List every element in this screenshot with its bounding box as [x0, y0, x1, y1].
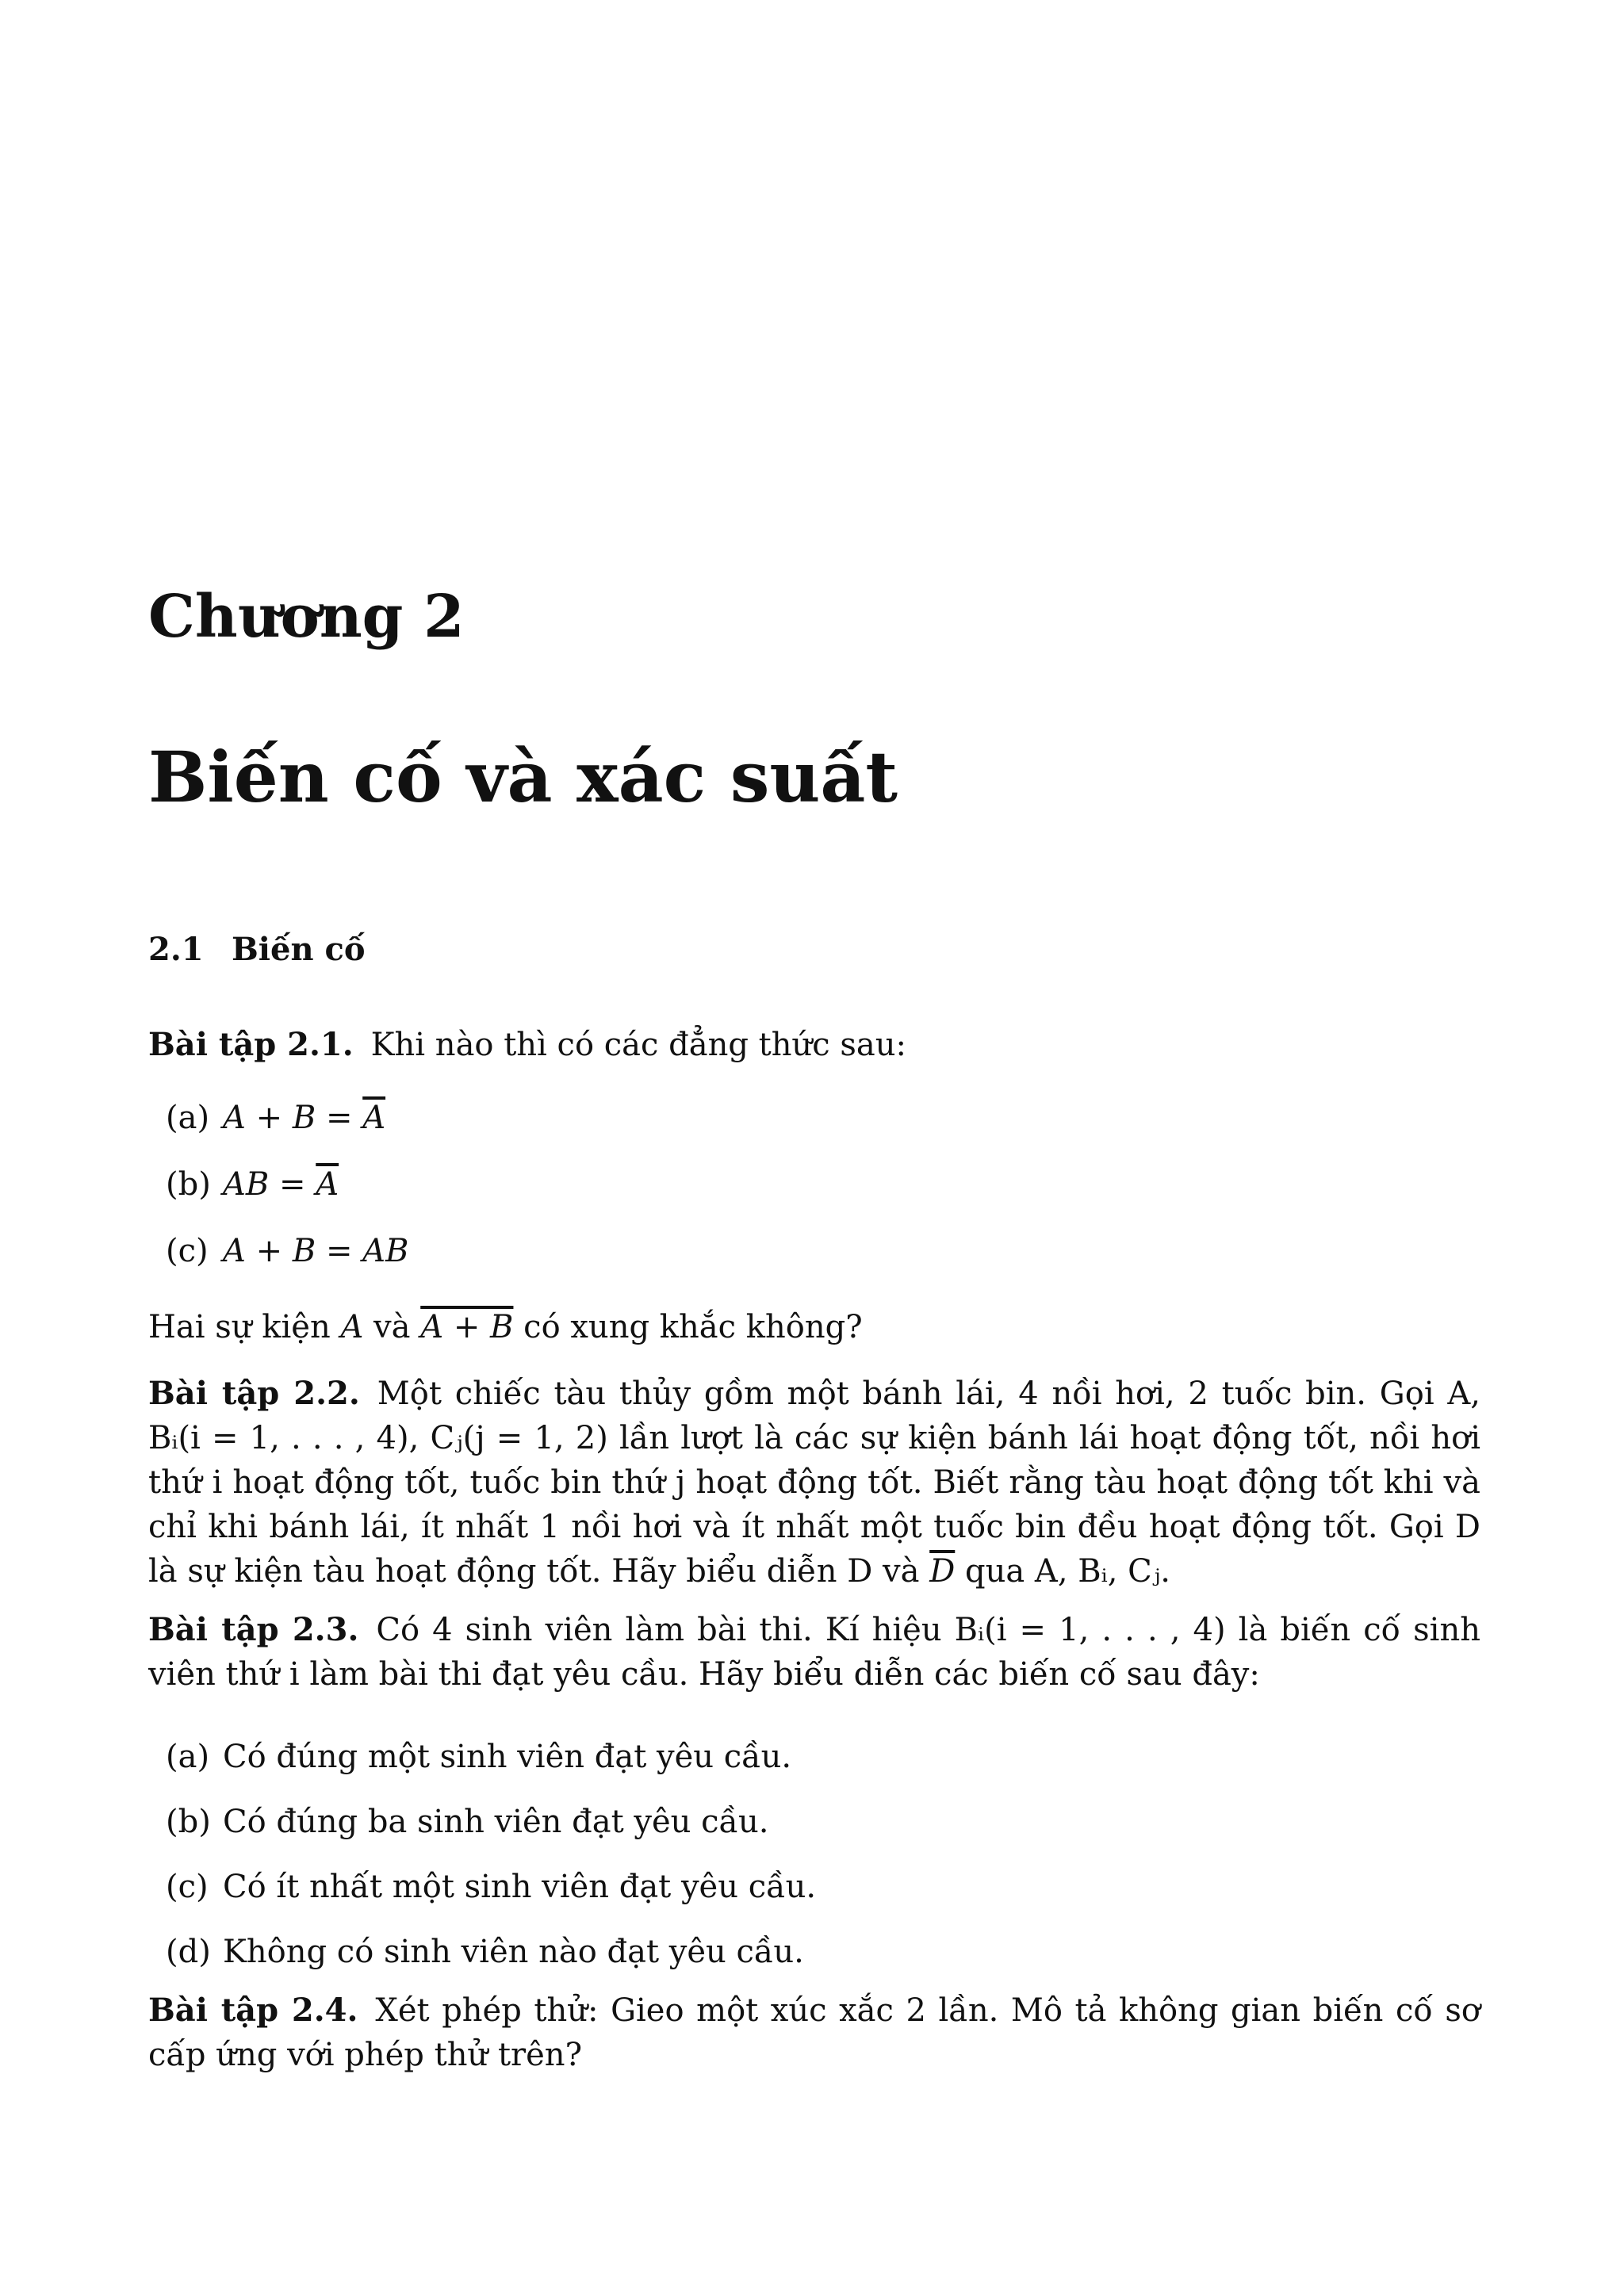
item-label: (a) — [166, 1100, 210, 1136]
item-text: Có đúng ba sinh viên đạt yêu cầu. — [223, 1804, 769, 1840]
list-item — [148, 1096, 1480, 1162]
list-item — [148, 1735, 1480, 1800]
item-label: (c) — [166, 1233, 209, 1269]
item-label: (b) — [166, 1166, 211, 1203]
exercise-2-2 — [148, 1372, 1480, 1594]
exercise-2-4 — [148, 1988, 1480, 2077]
item-text: Có đúng một sinh viên đạt yêu cầu. — [223, 1739, 792, 1775]
list-item — [148, 1865, 1480, 1930]
question-text: Hai sự kiện — [148, 1309, 331, 1345]
exercise-2-3 — [148, 1608, 1480, 1697]
exercise-2-3-items — [148, 1735, 1480, 1995]
question-text: có xung khắc không? — [523, 1309, 863, 1345]
exercise-intro: Khi nào thì có các đẳng thức sau: — [370, 1027, 906, 1063]
item-text: Có ít nhất một sinh viên đạt yêu cầu. — [223, 1869, 817, 1905]
equation-lhs: A + B = AB — [223, 1233, 409, 1269]
equation-rhs-complement: $\overline{A}$ — [362, 1100, 386, 1136]
item-label: (d) — [166, 1934, 211, 1970]
exercise-label: Bài tập 2.3. — [148, 1611, 359, 1648]
exercise-text: qua A, Bᵢ, Cⱼ. — [965, 1553, 1171, 1590]
exercise-2-1 — [148, 1023, 1480, 1067]
question-text: và — [373, 1309, 411, 1345]
event-a: A — [340, 1309, 364, 1345]
exercise-2-1-items — [148, 1096, 1480, 1295]
list-item — [148, 1162, 1480, 1229]
list-item — [148, 1930, 1480, 1995]
exercise-text: Một chiếc tàu thủy gồm một bánh lái, 4 nồi hơi, 2 tuốc bin. Gọi A, Bᵢ(i = 1, . . . , 4), Cⱼ(j = 1, 2) lần lượt là các sự kiện bánh lái hoạt động tốt, nồi hơi thứ i hoạt động tốt, tuốc bin thứ j hoạt động tốt. Biết rằng tàu hoạt động tốt khi và chỉ khi bánh lái, ít nhất 1 nồi hơi và ít nhất một tuốc bin đều hoạt động tốt. Gọi D là sự kiện tàu hoạt động tốt. Hãy biểu diễn D và — [148, 1376, 1480, 1590]
chapter-title: Biến cố và xác suất — [148, 736, 898, 818]
event-complement: A + B — [420, 1309, 514, 1345]
exercise-text: Xét phép thử: Gieo một xúc xắc 2 lần. Mô tả không gian biến cố sơ cấp ứng với phép thử trên? — [148, 1992, 1481, 2073]
exercise-label: Bài tập 2.4. — [148, 1992, 358, 2029]
item-label: (c) — [166, 1869, 209, 1905]
item-label: (a) — [166, 1739, 210, 1775]
exercise-2-1-question — [148, 1305, 1480, 1349]
exercise-label: Bài tập 2.1. — [148, 1026, 354, 1063]
item-label: (b) — [166, 1804, 211, 1840]
equation-lhs: A + B = — [223, 1100, 353, 1136]
equation-rhs-complement: $\overline{A}$ — [316, 1166, 339, 1203]
exercise-label: Bài tập 2.2. — [148, 1375, 360, 1412]
section-number: 2.1 — [148, 931, 204, 968]
section-title: Biến cố — [232, 931, 366, 968]
list-item — [148, 1229, 1480, 1295]
event-complement: $\overline{D}$ — [929, 1553, 956, 1590]
section-heading — [148, 928, 366, 972]
list-item — [148, 1800, 1480, 1865]
item-text: Không có sinh viên nào đạt yêu cầu. — [223, 1934, 804, 1970]
exercise-text: Có 4 sinh viên làm bài thi. Kí hiệu Bᵢ(i = 1, . . . , 4) là biến cố sinh viên thứ i làm bài thi đạt yêu cầu. Hãy biểu diễn các biến cố sau đây: — [148, 1612, 1480, 1693]
equation-lhs: AB = — [223, 1166, 306, 1203]
chapter-label: Chương 2 — [148, 583, 465, 651]
